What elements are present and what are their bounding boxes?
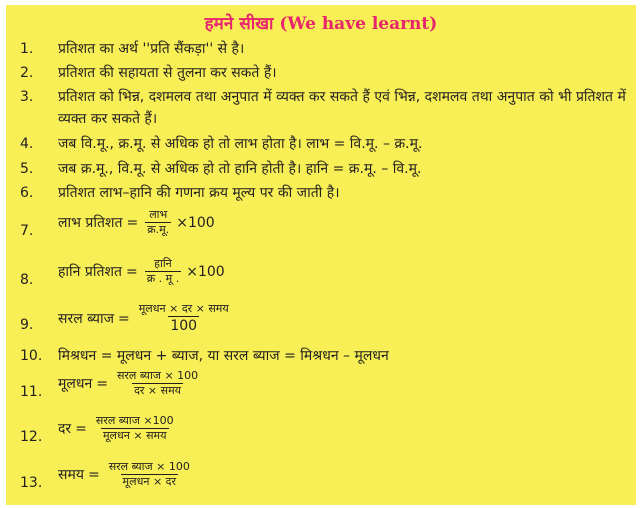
equals-sign: = (96, 375, 108, 392)
item-number: 6. (20, 185, 34, 201)
denominator: मूलधन × समय (102, 429, 167, 442)
formula-body (58, 414, 633, 443)
equals-sign: = (125, 263, 138, 280)
item-text: जब क्र.मू., वि.मू. से अधिक हो तो हानि होती है। हानि = क्र.मू. – वि.मू. (58, 161, 422, 177)
title-english: (We have learnt) (279, 14, 438, 34)
item-number: 2. (20, 65, 34, 81)
formula-label: सरल ब्याज (58, 310, 114, 327)
numerator: सरल ब्याज × 100 (116, 369, 199, 382)
item-text: जब वि.मू., क्र.मू. से अधिक हो तो लाभ होता है। लाभ = वि.मू. – क्र.मू. (58, 136, 423, 152)
multiplier: ×100 (176, 214, 215, 231)
formula-principal (6, 369, 636, 409)
formula-time (6, 460, 636, 500)
item-text: प्रतिशत को भिन्न, दशमलव तथा अनुपात में व्यक्त कर सकते हैं एवं भिन्न, दशमलव तथा अनुपात को भी प्रतिशत में व्यक्त कर सकते हैं। (58, 89, 626, 127)
denominator: मूलधन × दर (122, 475, 177, 488)
formula-profit-percent (6, 208, 636, 248)
item-number: 11. (20, 384, 43, 400)
formula-label: हानि प्रतिशत (58, 263, 122, 280)
item-number: 4. (20, 136, 34, 152)
formula-rate (6, 414, 636, 454)
item-number: 1. (20, 41, 34, 57)
fraction (145, 208, 171, 237)
numerator: सरल ब्याज × 100 (108, 460, 190, 473)
numerator: लाभ (149, 208, 168, 221)
numerator: हानि (154, 257, 172, 270)
formula-loss-percent (6, 257, 636, 297)
item-number: 5. (20, 161, 34, 177)
item-text: प्रतिशत की सहायता से तुलना कर सकते हैं। (58, 65, 277, 81)
equals-sign: = (117, 310, 130, 327)
learnt-summary-box (6, 5, 636, 505)
fraction (107, 460, 192, 489)
formula-label: लाभ प्रतिशत (58, 214, 123, 231)
equals-sign: = (87, 466, 100, 483)
fraction (115, 369, 200, 398)
multiplier: ×100 (186, 263, 225, 280)
formula-label: दर (58, 420, 72, 437)
formula-body (58, 302, 633, 335)
item-number: 9. (20, 317, 34, 333)
item-number: 10. (20, 348, 43, 364)
formula-label: मूलधन (58, 375, 93, 392)
formula-label: समय (58, 466, 84, 483)
denominator: 100 (170, 318, 198, 334)
fraction (94, 414, 176, 443)
item-number: 3. (20, 89, 34, 105)
formula-body (58, 257, 633, 286)
item-number: 12. (20, 429, 43, 445)
item-text: प्रतिशत का अर्थ ''प्रति सैंकड़ा'' से है। (58, 41, 245, 57)
denominator: क्र . मू . (146, 272, 180, 285)
item-number: 7. (20, 223, 34, 239)
equals-sign: = (126, 214, 139, 231)
item-text: मिश्रधन = मूलधन + ब्याज, या सरल ब्याज = मिश्रधन – मूलधन (58, 348, 389, 364)
item-number: 13. (20, 475, 43, 491)
denominator: दर × समय (134, 384, 182, 397)
title-hindi: हमने सीखा (204, 14, 274, 34)
fraction (145, 257, 182, 286)
numerator: सरल ब्याज ×100 (95, 414, 174, 427)
formula-body (58, 369, 633, 398)
fraction (137, 302, 231, 335)
equals-sign: = (75, 420, 87, 437)
formula-body (58, 208, 633, 237)
section-title (6, 11, 636, 34)
formula-simple-interest (6, 302, 636, 342)
formula-body (58, 460, 633, 489)
denominator: क्र.मू. (147, 223, 170, 236)
numerator: मूलधन × दर × समय (138, 302, 229, 315)
item-number: 8. (20, 272, 34, 288)
item-text: प्रतिशत लाभ–हानि की गणना क्रय मूल्य पर की जाती है। (58, 185, 340, 201)
